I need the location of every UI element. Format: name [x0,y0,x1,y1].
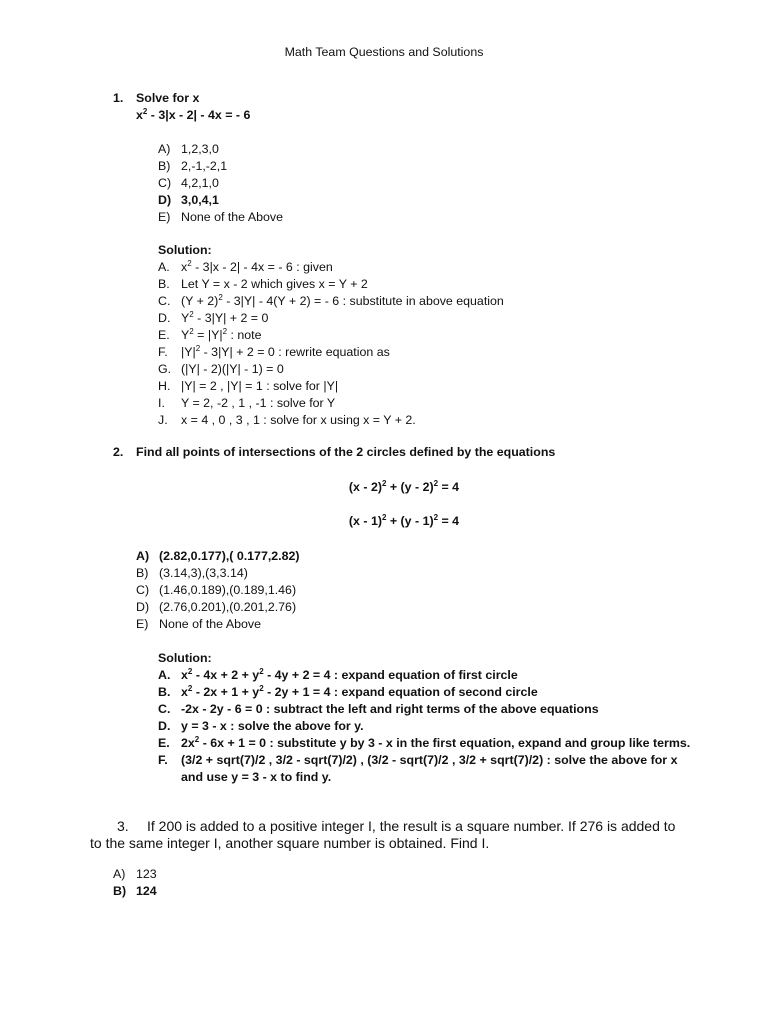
choice-item-correct: A) (2.82,0.177),( 0.177,2.82) [136,549,300,563]
choice-item: C) (1.46,0.189),(0.189,1.46) [136,583,297,597]
choice-item: C) 4,2,1,0 [158,176,219,190]
solution-step: E. $2x^2 - 6x + 1 = 0$ : substitute y by 3 - x in the first equation, expand and group like terms. [158,734,691,750]
solution-step: D. $Y^2 - 3|Y| + 2 = 0$ [158,309,269,325]
solution-step-continuation: and use y = 3 - x to find y. [181,770,332,784]
circle-equation-2: (x - 1)$^2$ + (y - 1)$^2$ = 4 [348,512,460,528]
page-title: Math Team Questions and Solutions [284,45,484,59]
solution-step: B. Let Y = x - 2 which gives x = Y + 2 [158,277,368,291]
solution-step: J. x = 4 , 0 , 3 , 1 : solve for x using x = Y + 2. [158,413,416,427]
question-3-number: 3. [117,818,129,834]
question-3-line-1: If 200 is added to a positive integer I, the result is a square number. If 276 is added to [147,818,676,834]
choice-item-correct: D) 3,0,4,1 [158,193,219,207]
solution-step: I. Y = 2, -2 , 1 , -1 : solve for Y [158,396,336,410]
solution-step: A. $x^2 - 4x + 2 + y^2 - 4y + 2 = 4$ : expand equation of first circle [158,666,518,682]
choice-item: A) 123 [113,867,157,881]
question-2-solution-label: Solution: [158,651,212,665]
solution-step: C. -2x - 2y - 6 = 0 : subtract the left and right terms of the above equations [158,702,599,716]
question-1-equation: $x^2 - 3|x - 2| - 4x$ = - 6 [136,106,251,122]
solution-step: G. (|Y| - 2)(|Y| - 1) = 0 [158,362,284,376]
solution-step: H. |Y| = 2 , |Y| = 1 : solve for |Y| [158,379,339,393]
question-2-number: 2. [113,445,124,459]
solution-step: D. y = 3 - x : solve the above for y. [158,719,364,733]
choice-item: D) (2.76,0.201),(0.201,2.76) [136,600,297,614]
solution-step: E. $Y^2 = |Y|^2$ : note [158,326,262,342]
circle-equation-1: (x - 2)$^2$ + (y - 2)$^2$ = 4 [348,478,460,494]
solution-step: A. $x^2 - 3|x - 2| - 4x$ = - 6 : given [158,258,333,274]
choice-item: A) 1,2,3,0 [158,142,219,156]
choice-item-correct: B) 124 [113,884,157,898]
choice-item: B) (3.14,3),(3,3.14) [136,566,248,580]
choice-item: E) None of the Above [136,617,261,631]
solution-step: F. $|Y|^2 - 3|Y| + 2 = 0$ : rewrite equation as [158,343,390,359]
question-1-prompt: Solve for x [136,91,200,105]
choice-item: E) None of the Above [158,210,283,224]
question-1-number: 1. [113,91,124,105]
question-1-solution-label: Solution: [158,243,212,257]
choice-item: B) 2,-1,-2,1 [158,159,228,173]
question-2-prompt: Find all points of intersections of the 2 circles defined by the equations [136,445,556,459]
solution-step: C. $(Y + 2)^2 - 3|Y| - 4(Y + 2)$ = - 6 : substitute in above equation [158,292,504,308]
solution-step: B. $x^2 - 2x + 1 + y^2 - 2y + 1 = 4$ : expand equation of second circle [158,683,538,699]
solution-step: F. (3/2 + sqrt(7)/2 , 3/2 - sqrt(7)/2) , (3/2 - sqrt(7)/2 , 3/2 + sqrt(7)/2) : solve the above for x [158,753,678,767]
question-3-line-2: to the same integer I, another square number is obtained. Find I. [90,835,490,851]
